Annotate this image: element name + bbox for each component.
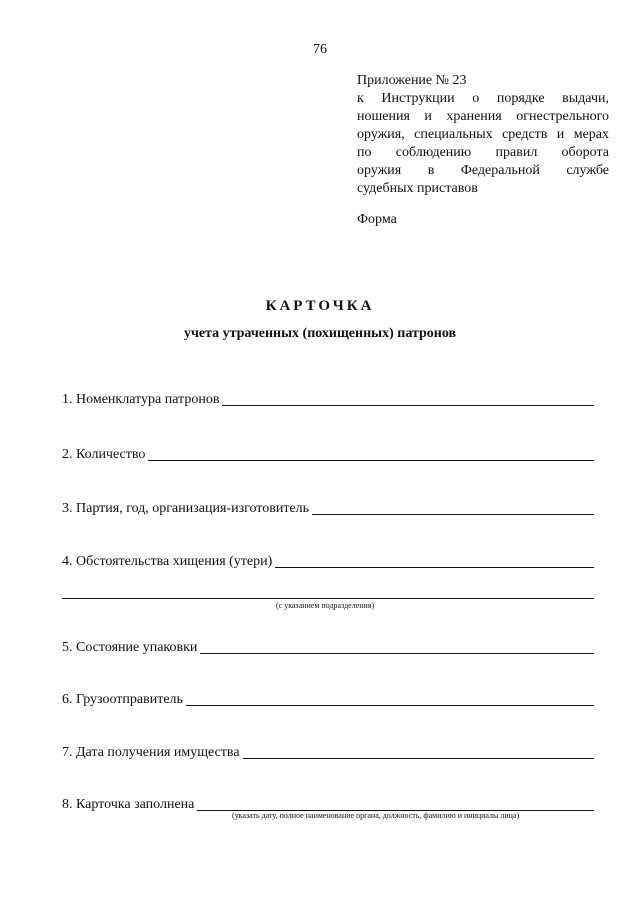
annex-line: ношения и хранения огнестрельного — [357, 109, 609, 124]
field-label: 1. Номенклатура патронов — [62, 392, 220, 407]
field-label: 3. Партия, год, организация-изготовитель — [62, 501, 310, 516]
field-theft-circumstances — [62, 550, 594, 570]
fill-line[interactable] — [222, 391, 594, 406]
fill-line[interactable] — [197, 796, 594, 811]
annex-line: оружия, специальных средств и мерах — [357, 127, 609, 142]
annex-text — [357, 90, 609, 198]
card-subheading: учета утраченных (похищенных) патронов — [183, 326, 457, 341]
fill-line[interactable] — [275, 553, 594, 568]
fill-line-continuation[interactable] — [62, 598, 594, 599]
fill-line[interactable] — [186, 691, 594, 706]
fill-line[interactable] — [243, 744, 594, 759]
fill-line[interactable] — [312, 500, 594, 515]
annex-line: к Инструкции о порядке выдачи, — [357, 91, 609, 106]
annex-line: оружия в Федеральной службе — [357, 163, 609, 178]
page-number: 76 — [313, 42, 327, 57]
field-packaging-condition — [62, 636, 594, 656]
field-receipt-date — [62, 741, 594, 761]
annex-block — [357, 72, 609, 198]
field-label: 6. Грузоотправитель — [62, 692, 183, 707]
field-label: 8. Карточка заполнена — [62, 797, 195, 812]
card-heading: КАРТОЧКА — [265, 298, 375, 314]
field-label: 4. Обстоятельства хищения (утери) — [62, 554, 273, 569]
filled-by-hint: (указать дату, полное наименование органа, должность, фамилию и инициалы лица) — [232, 811, 520, 820]
annex-title: Приложение № 23 — [357, 73, 467, 88]
field-label: 7. Дата получения имущества — [62, 745, 240, 760]
annex-line-last: судебных приставов — [357, 181, 478, 196]
field-ammo-nomenclature — [62, 388, 594, 408]
field-batch-year-manufacturer — [62, 497, 594, 517]
fill-line[interactable] — [148, 446, 594, 461]
annex-line: по соблюдению правил оборота — [357, 145, 609, 160]
form-label: Форма — [357, 212, 397, 227]
fill-line[interactable] — [200, 639, 594, 654]
field-shipper — [62, 688, 594, 708]
subdivision-hint: (с указанием подразделения) — [276, 601, 375, 610]
field-label: 2. Количество — [62, 447, 146, 462]
field-quantity — [62, 443, 594, 463]
field-label: 5. Состояние упаковки — [62, 640, 198, 655]
field-card-filled — [62, 793, 594, 813]
